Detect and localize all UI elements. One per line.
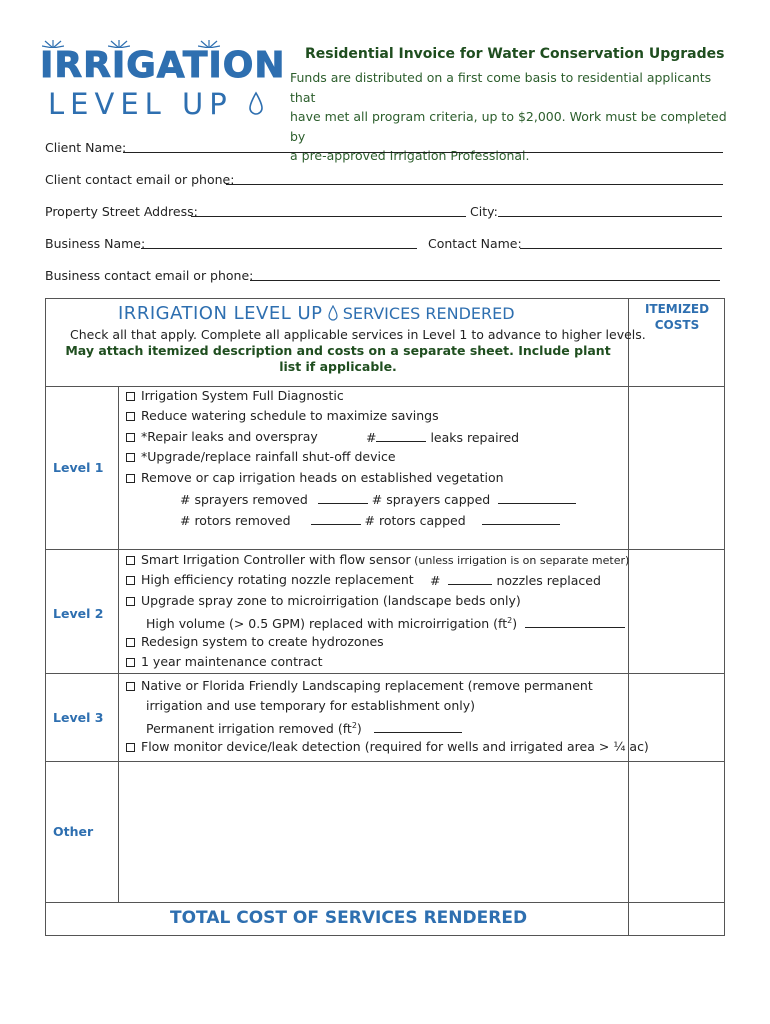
client-contact-label: Client contact email or phone: (45, 172, 235, 187)
list-item: Irrigation System Full Diagnostic (126, 388, 344, 404)
row-divider (45, 673, 725, 674)
attachment-note: May attach itemized description and costs on a separate sheet. Include plant list if applicable. (65, 343, 611, 374)
sprayers-removed-input[interactable] (318, 491, 368, 504)
business-contact-field[interactable] (250, 280, 720, 281)
level-1-label: Level 1 (53, 460, 104, 475)
list-item: *Upgrade/replace rainfall shut-off device (126, 449, 396, 465)
other-label: Other (53, 824, 94, 839)
rotors-capped-input[interactable] (482, 512, 560, 525)
program-description: Funds are distributed on a first come basis to residential applicants that have met all program criteria, up to $2,000. Work must be completed by a pre-approved Irrigation Professional. (290, 70, 727, 163)
list-item: Redesign system to create hydrozones (126, 634, 384, 650)
city-field[interactable] (498, 216, 722, 217)
services-rendered-heading: IRRIGATION LEVEL UP SERVICES RENDERED (118, 303, 515, 324)
cost-column-divider (628, 386, 629, 936)
irrigation-level-up-logo (38, 38, 286, 122)
list-item: High efficiency rotating nozzle replacement (126, 572, 414, 588)
water-drop-icon (248, 91, 264, 117)
level-2-label: Level 2 (53, 606, 104, 621)
permanent-irrigation-input[interactable] (374, 720, 462, 733)
rotors-line: # rotors removed # rotors capped (180, 512, 560, 529)
list-item-continued: irrigation and use temporary for establishment only) (146, 698, 475, 713)
checkbox[interactable] (126, 412, 135, 421)
property-address-field[interactable] (191, 216, 466, 217)
checkbox[interactable] (126, 392, 135, 401)
checkbox[interactable] (126, 638, 135, 647)
client-name-label: Client Name: (45, 140, 127, 155)
nozzles-replaced-field: # nozzles replaced (430, 573, 601, 588)
checkbox[interactable] (126, 453, 135, 462)
permanent-irrigation-line: Permanent irrigation removed $(ft^2)$ (146, 718, 462, 737)
property-address-label: Property Street Address: (45, 204, 198, 219)
checkbox[interactable] (126, 433, 135, 442)
high-volume-line: High volume (> 0.5 GPM) replaced with microirrigation $(ft^2)$ (146, 613, 625, 632)
row-divider (45, 549, 725, 550)
list-item: Remove or cap irrigation heads on established vegetation (126, 470, 504, 486)
leaks-repaired-field: # leaks repaired (366, 430, 520, 445)
contact-name-field[interactable] (520, 248, 722, 249)
water-drop-icon (328, 305, 338, 321)
level-column-divider (118, 386, 119, 902)
sprayers-capped-input[interactable] (498, 491, 576, 504)
list-item: *Repair leaks and overspray (126, 429, 318, 445)
list-item: Flow monitor device/leak detection (required for wells and irrigated area > ¼ ac) (126, 739, 649, 755)
checkbox[interactable] (126, 743, 135, 752)
instructions: Check all that apply. Complete all applicable services in Level 1 to advance to higher levels. (70, 327, 646, 342)
list-item: Smart Irrigation Controller with flow sensor (unless irrigation is on separate meter) (126, 552, 629, 569)
logo-wordmark-bottom: LEVEL UP (48, 88, 264, 120)
business-contact-label: Business contact email or phone: (45, 268, 254, 283)
nozzles-count-input[interactable] (448, 572, 492, 585)
header-divider (628, 298, 629, 386)
checkbox[interactable] (126, 682, 135, 691)
business-name-field[interactable] (141, 248, 417, 249)
total-cost-label: TOTAL COST OF SERVICES RENDERED (170, 908, 528, 928)
sprayers-line: # sprayers removed # sprayers capped (180, 491, 576, 508)
checkbox[interactable] (126, 597, 135, 606)
business-name-label: Business Name: (45, 236, 146, 251)
logo-wordmark-top: IRRIGATION (40, 45, 286, 86)
page-title: Residential Invoice for Water Conservation Upgrades (305, 46, 725, 62)
client-contact-field[interactable] (226, 184, 723, 185)
leaks-count-input[interactable] (376, 429, 426, 442)
list-item: 1 year maintenance contract (126, 654, 323, 670)
row-divider (45, 386, 725, 387)
row-divider (45, 902, 725, 903)
list-item: Reduce watering schedule to maximize savings (126, 408, 439, 424)
city-label: City: (470, 204, 498, 219)
list-item: Native or Florida Friendly Landscaping replacement (remove permanent (126, 678, 593, 694)
list-item: Upgrade spray zone to microirrigation (landscape beds only) (126, 593, 521, 609)
rotors-removed-input[interactable] (311, 512, 361, 525)
checkbox[interactable] (126, 556, 135, 565)
level-3-label: Level 3 (53, 710, 104, 725)
checkbox[interactable] (126, 576, 135, 585)
itemized-costs-header: ITEMIZED COSTS (644, 302, 710, 332)
client-name-field[interactable] (123, 152, 723, 153)
other-services-area[interactable] (120, 763, 627, 901)
contact-name-label: Contact Name: (428, 236, 522, 251)
high-volume-input[interactable] (525, 615, 625, 628)
total-cost-field[interactable] (630, 904, 724, 935)
checkbox[interactable] (126, 658, 135, 667)
row-divider (45, 761, 725, 762)
checkbox[interactable] (126, 474, 135, 483)
